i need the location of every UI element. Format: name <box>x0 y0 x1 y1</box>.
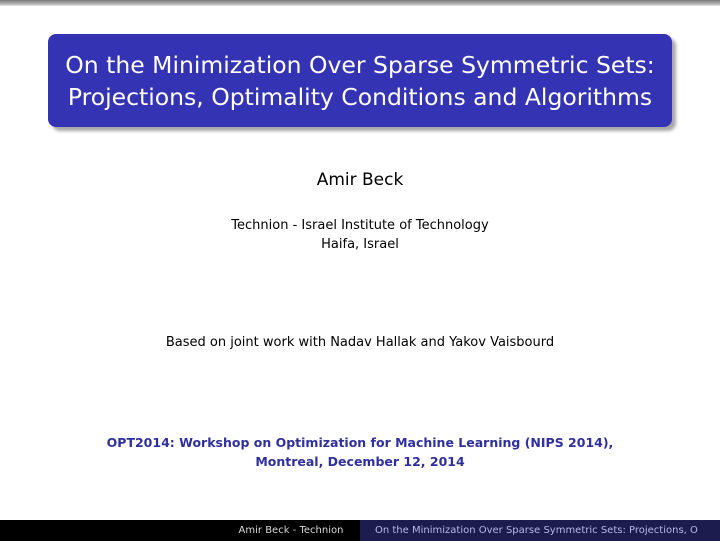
affiliation-location: Haifa, Israel <box>321 237 399 252</box>
event-name: OPT2014: Workshop on Optimization for Machine Learning (NIPS 2014), <box>106 435 614 450</box>
title-line-2: Projections, Optimality Conditions and Algorithms <box>67 82 653 111</box>
author-name: Amir Beck <box>316 170 404 190</box>
title-box <box>48 34 672 127</box>
affiliation <box>0 216 720 254</box>
event-place-date: Montreal, December 12, 2014 <box>255 454 465 469</box>
title-line-1: On the Minimization Over Sparse Symmetric Sets: <box>65 50 655 79</box>
footer-title: On the Minimization Over Sparse Symmetric Sets: Projections, O <box>360 520 720 541</box>
footer-bar <box>0 520 720 541</box>
event-info <box>0 433 720 471</box>
top-bar <box>0 0 720 6</box>
footer-author: Amir Beck - Technion <box>222 520 360 541</box>
affiliation-institution: Technion - Israel Institute of Technology <box>231 218 489 233</box>
joint-work-note: Based on joint work with Nadav Hallak and Yakov Vaisbourd <box>165 335 555 350</box>
